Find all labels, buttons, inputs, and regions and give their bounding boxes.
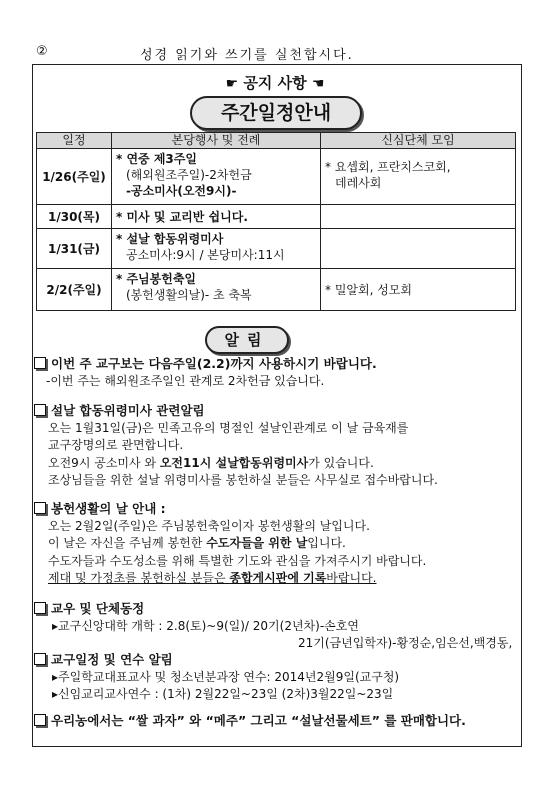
page-number: ②: [36, 44, 48, 59]
announcement-textbook: [34, 355, 377, 390]
announcement-line: 오는 1월31일(금)은 민족고유의 명절인 설날인관계로 이 날 금육재를: [48, 421, 409, 436]
pointing-right-hand-icon: ☛: [225, 76, 239, 92]
announcement-consecrated-life: [34, 500, 426, 587]
announcement-line: ▸신임교리교사연수 : (1차) 2월22일~23일 (2차)3월22일~23일: [52, 687, 394, 702]
announcement-line: 제대 및 가정초를 봉헌하실 분들은 종합게시판에 기록바랍니다.: [48, 570, 377, 585]
column-header-groups: 신심단체 모임: [321, 133, 516, 149]
event-line: * 미사 및 교리반 쉽니다.: [116, 209, 248, 224]
schedule-events: [112, 269, 321, 311]
announcement-title: 설날 합동위령미사 관련알림: [51, 403, 205, 418]
schedule-header-row: [37, 133, 516, 149]
announcement-line: 수도자들과 수도성소를 위해 특별한 기도와 관심을 가져주시기 바랍니다.: [48, 553, 427, 568]
announcement-line: ▸교구신앙대학 개학 : 2.8(토)~9(일)/ 20기(2년차)-손호연: [52, 619, 359, 634]
notice-title: 공지 사항: [243, 74, 307, 92]
announcement-title: 교구일정 및 연수 알림: [51, 652, 173, 667]
checkbox-square-icon: [34, 404, 46, 416]
checkbox-square-icon: [34, 602, 46, 614]
announcement-title: 이번 주 교구보는 다음주일(2.2)까지 사용하시기 바랍니다.: [51, 356, 377, 371]
schedule-date: 1/31(금): [37, 229, 112, 269]
announcement-line: 이 날은 자신을 주님께 봉헌한 수도자들을 위한 날입니다.: [48, 536, 346, 551]
announcement-line: 21기(금년입학자)-황정순,임은선,백경동,: [298, 636, 513, 651]
announcement-line: 오는 2월2일(주일)은 주님봉헌축일이자 봉헌생활의 날입니다.: [48, 519, 370, 534]
event-line: (봉헌생활의날)- 초 축복: [126, 288, 252, 302]
group-line: 데레사회: [335, 176, 382, 190]
event-line: (해외원조주일)-2차헌금: [126, 168, 252, 182]
event-line: * 주님봉헌축일: [116, 272, 197, 286]
schedule-row: [37, 229, 516, 269]
group-line: * 밀알회, 성모회: [325, 282, 412, 297]
announcement-title: 우리농에서는 “쌀 과자” 와 “메주” 그리고 “설날선물세트” 를 판매합니다.: [51, 713, 466, 728]
announcement-line: ▸주일학교대표교사 및 청소년분과장 연수: 2014년2월9일(교구청): [52, 670, 400, 685]
announcement-title: 봉헌생활의 날 안내 :: [51, 501, 166, 516]
announcement-diocese-schedule: [34, 651, 399, 704]
schedule-date: 1/26(주일): [37, 149, 112, 205]
checkbox-square-icon: [34, 653, 46, 665]
schedule-groups: [321, 229, 516, 269]
notice-heading: [0, 72, 550, 93]
announcement-line: 오전9시 공소미사 와 오전11시 설날합동위령미사가 있습니다.: [48, 455, 374, 470]
schedule-groups: [321, 149, 516, 205]
group-line: * 요셉회, 프란치스코회,: [325, 160, 451, 174]
schedule-date: 2/2(주일): [37, 269, 112, 311]
checkbox-square-icon: [34, 714, 46, 726]
pointing-left-hand-icon: ☚: [311, 76, 325, 92]
schedule-row: [37, 269, 516, 311]
schedule-groups: [321, 269, 516, 311]
event-line: -공소미사(오전9시)-: [126, 184, 237, 198]
announcement-memorial-mass: [34, 402, 438, 489]
page-header: [0, 44, 550, 64]
schedule-row: [37, 149, 516, 205]
announcement-title: 교우 및 단체동정: [51, 601, 145, 616]
schedule-date: 1/30(목): [37, 205, 112, 229]
schedule-events: [112, 229, 321, 269]
announcement-line: 교구장명의로 관면합니다.: [48, 438, 184, 453]
announcement-line: 조상님들을 위한 설날 위령미사를 봉헌하실 분들은 사무실로 접수바랍니다.: [48, 472, 438, 487]
alerts-title: 알림: [205, 326, 289, 354]
schedule-groups: [321, 205, 516, 229]
schedule-events: [112, 149, 321, 205]
event-line: 공소미사:9시 / 본당미사:11시: [126, 248, 285, 262]
announcement-line: -이번 주는 해외원조주일인 관계로 2차헌금 있습니다.: [46, 374, 325, 389]
weekly-schedule-title: 주간일정안내: [190, 96, 362, 130]
column-header-date: 일정: [37, 133, 112, 149]
event-line: * 설날 합동위령미사: [116, 232, 224, 246]
page-motto: 성경 읽기와 쓰기를 실천합시다.: [140, 48, 354, 63]
schedule-events: [112, 205, 321, 229]
column-header-events: 본당행사 및 전례: [112, 133, 321, 149]
schedule-row: [37, 205, 516, 229]
event-line: * 연중 제3주일: [116, 152, 197, 166]
announcement-sales: [34, 712, 466, 730]
checkbox-square-icon: [34, 502, 46, 514]
schedule-table: [36, 132, 516, 311]
announcement-parish-news: [34, 600, 512, 653]
checkbox-square-icon: [34, 357, 46, 369]
